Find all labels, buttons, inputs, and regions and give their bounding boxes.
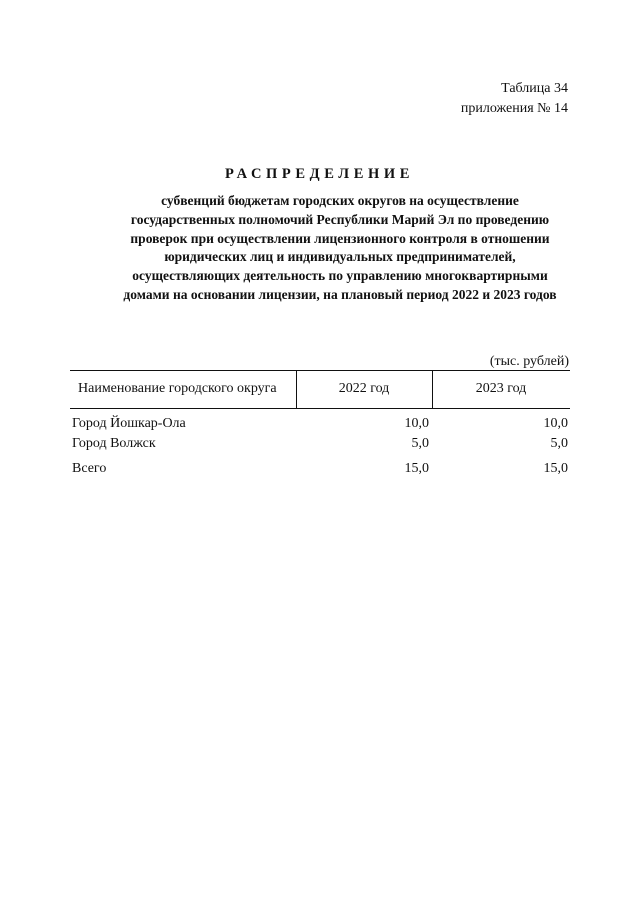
subtitle-line: домами на основании лицензии, на плановый период 2022 и 2023 годов (123, 286, 557, 302)
district-name: Город Йошкар-Ола (72, 416, 186, 431)
total-label: Всего (72, 461, 107, 476)
district-name: Город Волжск (72, 436, 156, 451)
subtitle-line: осуществляющих деятельность по управлению многоквартирными (132, 268, 548, 284)
table-header-rule (70, 408, 570, 409)
subtitle-line: государственных полномочий Республики Марий Эл по проведению (130, 211, 550, 227)
total-2023: 15,0 (543, 461, 568, 476)
subtitle-line: юридических лиц и индивидуальных предпринимателей, (164, 249, 516, 265)
column-header-2022: 2022 год (338, 381, 390, 396)
document-subtitle (60, 192, 620, 305)
table-top-rule (70, 370, 570, 371)
total-2022: 15,0 (404, 461, 429, 476)
value-2023: 10,0 (543, 416, 568, 431)
subtitle-line: проверок при осуществлении лицензионного контроля в отношении (130, 230, 550, 246)
subtitle-line: субвенций бюджетам городских округов на осуществление (161, 193, 519, 208)
units-label: (тыс. рублей) (489, 354, 569, 369)
appendix-reference: приложения № 14 (460, 101, 568, 116)
table-reference: Таблица 34 (501, 81, 568, 96)
column-header-2023: 2023 год (475, 381, 527, 396)
table-row (0, 416, 639, 436)
column-header-name: Наименование городского округа (78, 381, 277, 396)
value-2022: 5,0 (411, 436, 429, 451)
table-total-row (0, 461, 639, 481)
value-2022: 10,0 (404, 416, 429, 431)
value-2023: 5,0 (550, 436, 568, 451)
table-row (0, 436, 639, 456)
document-title: РАСПРЕДЕЛЕНИЕ (225, 166, 414, 182)
